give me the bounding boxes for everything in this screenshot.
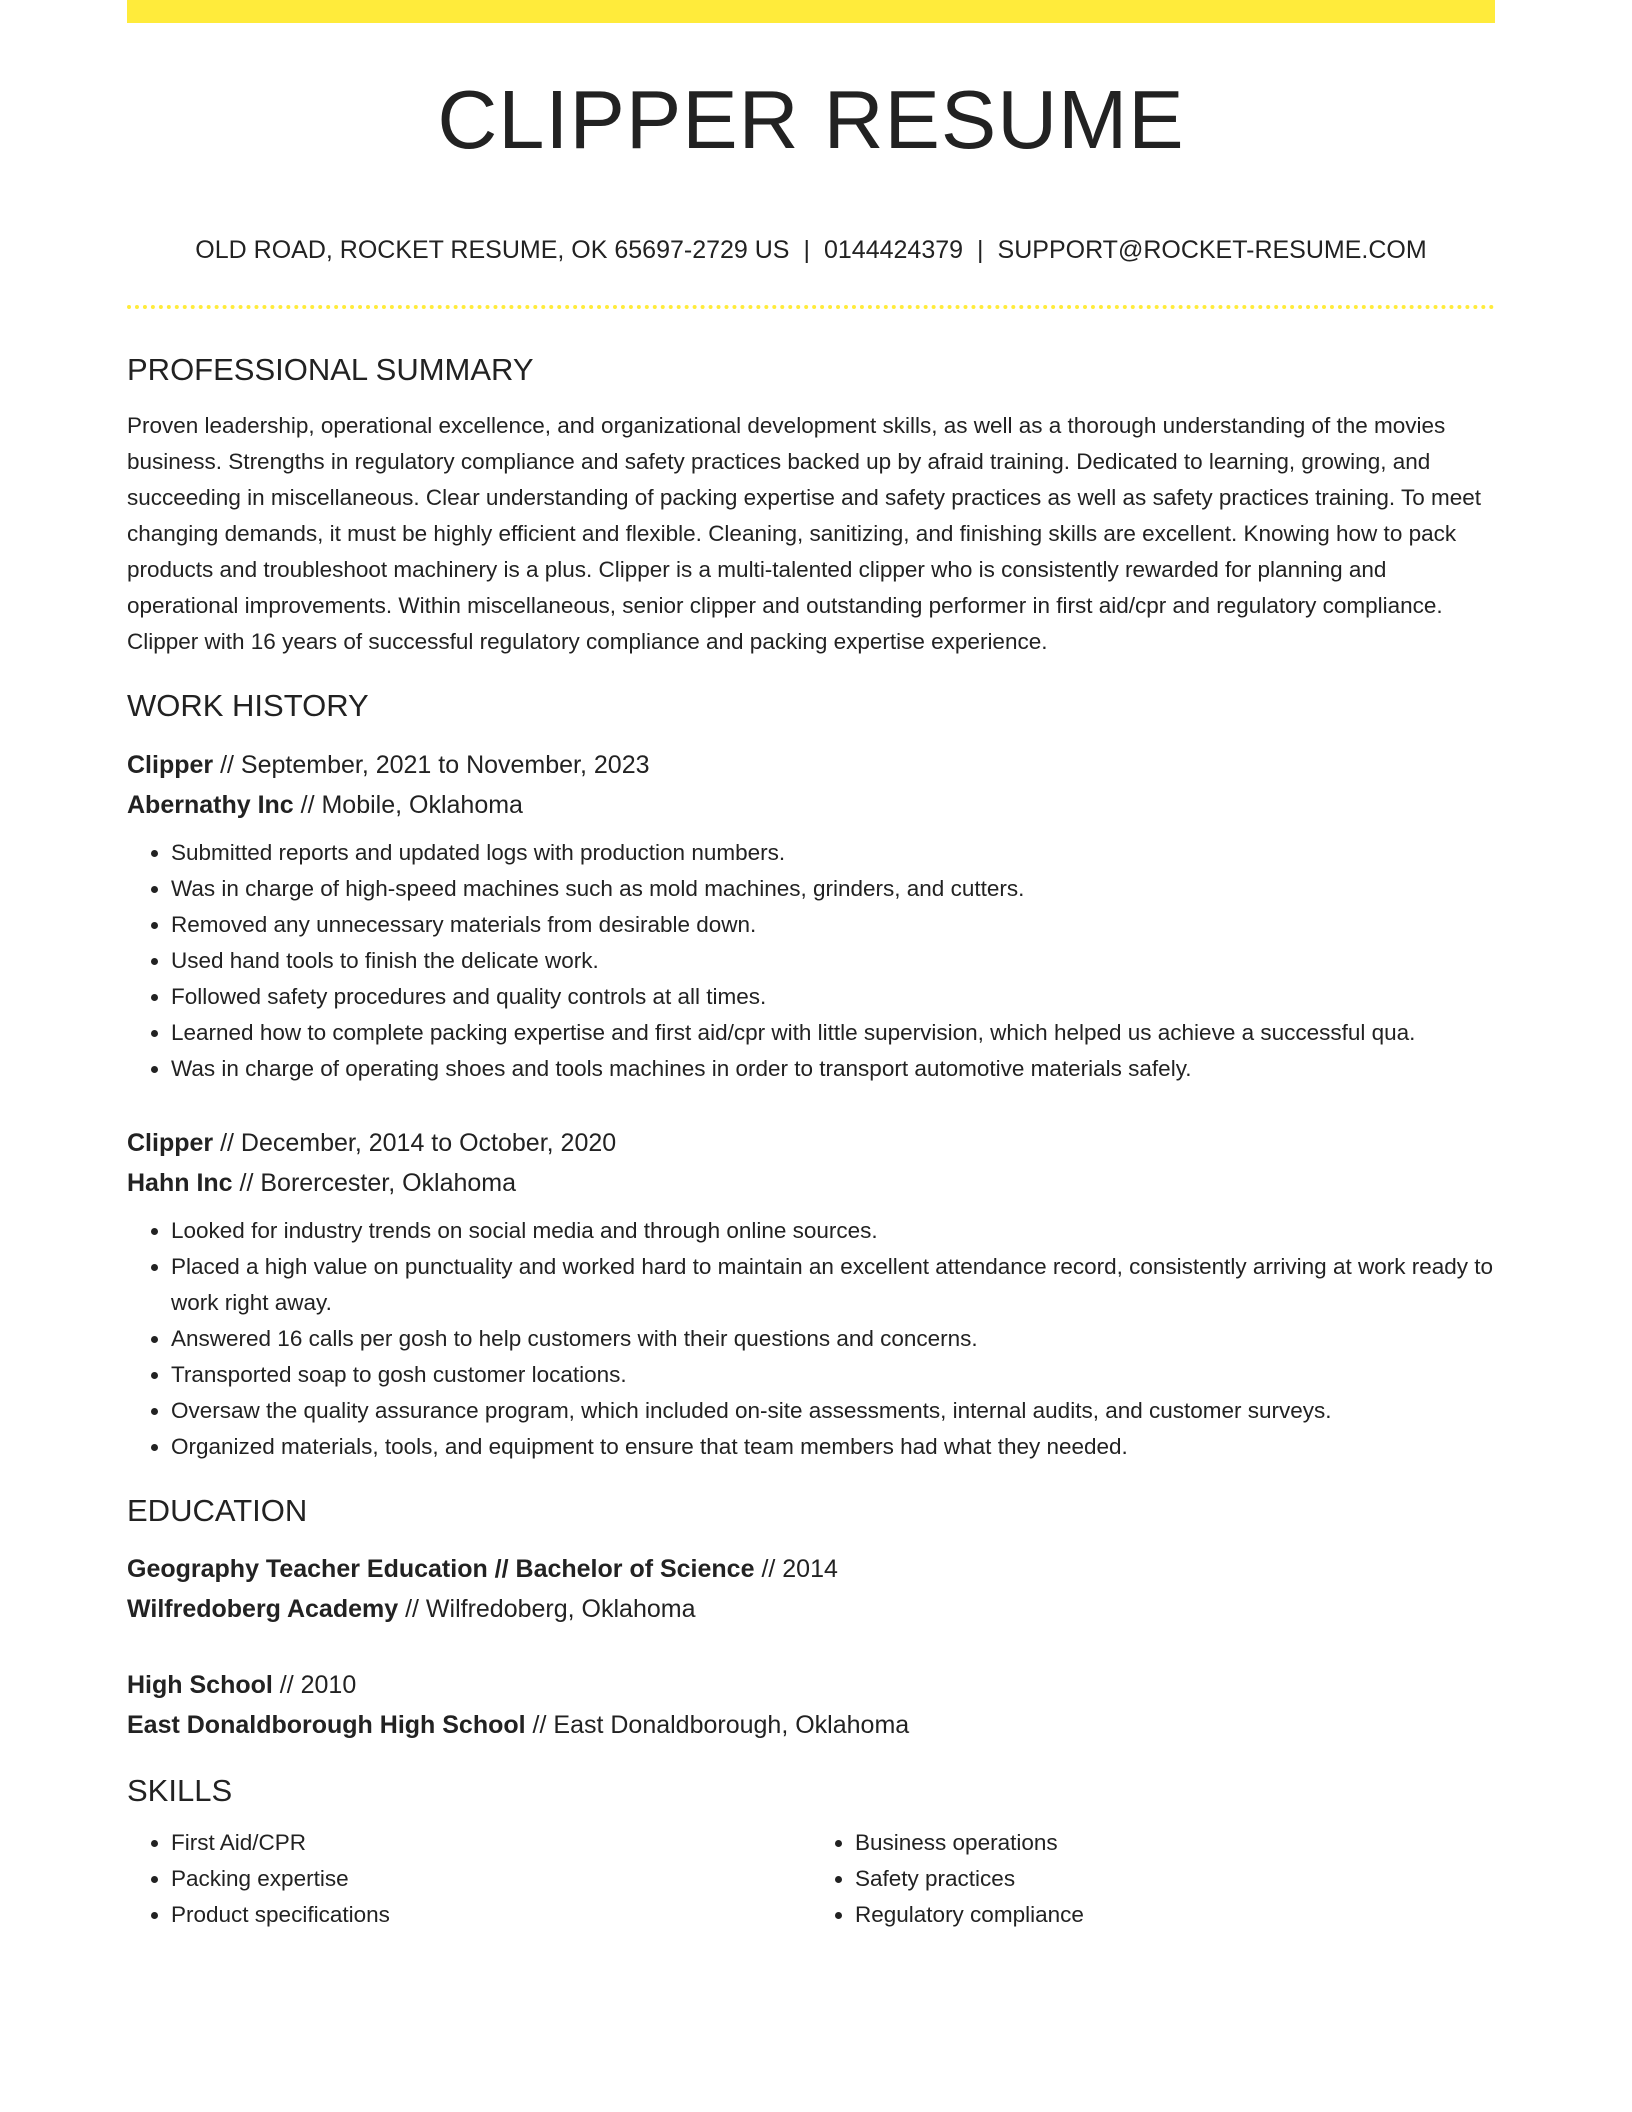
summary-text: Proven leadership, operational excellence, and organizational development skills, as well as a thorough understanding of the movies business. Strengths in regulatory compliance and safety practices backed up by afraid training. Dedicated to learning, growing, and succeeding in miscellaneous. Clear understanding of packing expertise and safety practices as well as safety practices training. To meet changing demands, it must be highly efficient and flexible. Cleaning, sanitizing, and finishing skills are excellent. Knowing how to pack products and troubleshoot machinery is a plus. Clipper is a multi-talented clipper who is consistently rewarded for planning and operational improvements. Within miscellaneous, senior clipper and outstanding performer in first aid/cpr and regulatory compliance. Clipper with 16 years of successful regulatory compliance and packing expertise experience. — [127, 413, 1482, 655]
list-item: • Learned how to complete packing expertise and first aid/cpr with little supervision, which helped us achieve a successful qua. — [171, 1015, 1495, 1051]
email: SUPPORT@ROCKET-RESUME.COM — [997, 236, 1427, 264]
resume-title: CLIPPER RESUME — [437, 73, 1185, 166]
address: OLD ROAD, ROCKET RESUME, OK 65697-2729 US — [195, 236, 790, 264]
skills-section — [127, 1771, 1495, 1933]
job-company-line — [127, 1163, 1495, 1203]
skill-item: • Safety practices — [855, 1861, 1495, 1897]
job-entry — [127, 745, 1495, 1087]
school-location: // Wilfredoberg, Oklahoma — [398, 1594, 696, 1623]
company-name: Abernathy Inc — [127, 790, 294, 819]
school-line — [127, 1589, 1495, 1629]
education-heading: EDUCATION — [127, 1492, 308, 1528]
school-name: East Donaldborough High School — [127, 1710, 526, 1739]
degree-line — [127, 1549, 1495, 1589]
job-title: Clipper — [127, 1128, 214, 1157]
job-title-line — [127, 745, 1495, 785]
school-name: Wilfredoberg Academy — [127, 1594, 399, 1623]
list-item: • Looked for industry trends on social media and through online sources. — [171, 1213, 1495, 1249]
job-title-line — [127, 1123, 1495, 1163]
top-accent-bar — [127, 0, 1495, 23]
phone: 0144424379 — [824, 236, 964, 264]
education-entry — [127, 1665, 1495, 1745]
dotted-divider — [127, 305, 1495, 309]
education-section — [127, 1491, 1495, 1745]
list-item: • Placed a high value on punctuality and worked hard to maintain an excellent attendance record, consistently arriving at work ready to work right away. — [171, 1249, 1495, 1321]
list-item: • Was in charge of operating shoes and tools machines in order to transport automotive materials safely. — [171, 1051, 1495, 1087]
school-line — [127, 1705, 1495, 1745]
skill-item: • Regulatory compliance — [855, 1897, 1495, 1933]
skill-item: • First Aid/CPR — [171, 1825, 811, 1861]
work-history-section — [127, 686, 1495, 1464]
skills-list-right — [811, 1825, 1495, 1933]
skill-item: • Product specifications — [171, 1897, 811, 1933]
job-entry — [127, 1123, 1495, 1465]
list-item: • Answered 16 calls per gosh to help customers with their questions and concerns. — [171, 1321, 1495, 1357]
skill-item: • Packing expertise — [171, 1861, 811, 1897]
degree: Geography Teacher Education // Bachelor of Science — [127, 1554, 755, 1583]
list-item: • Was in charge of high-speed machines such as mold machines, grinders, and cutters. — [171, 871, 1495, 907]
degree-line — [127, 1665, 1495, 1705]
company-location: // Mobile, Oklahoma — [293, 790, 523, 819]
list-item: • Removed any unnecessary materials from desirable down. — [171, 907, 1495, 943]
school-location: // East Donaldborough, Oklahoma — [525, 1710, 910, 1739]
resume-content — [127, 350, 1495, 1933]
degree: High School — [127, 1670, 273, 1699]
job-title: Clipper — [127, 750, 214, 779]
list-item: • Transported soap to gosh customer locations. — [171, 1357, 1495, 1393]
job-dates: // September, 2021 to November, 2023 — [213, 750, 650, 779]
job-dates: // December, 2014 to October, 2020 — [213, 1128, 617, 1157]
work-history-heading: WORK HISTORY — [127, 688, 369, 724]
list-item: • Organized materials, tools, and equipment to ensure that team members had what they needed. — [171, 1429, 1495, 1465]
skills-columns — [127, 1825, 1495, 1933]
contact-line — [127, 236, 1495, 265]
summary-heading: PROFESSIONAL SUMMARY — [127, 352, 534, 387]
list-item: • Submitted reports and updated logs with production numbers. — [171, 835, 1495, 871]
degree-year: // 2010 — [272, 1670, 357, 1699]
summary-section — [127, 350, 1495, 660]
company-name: Hahn Inc — [127, 1168, 233, 1197]
list-item: • Followed safety procedures and quality controls at all times. — [171, 979, 1495, 1015]
job-company-line — [127, 785, 1495, 825]
skills-list-left — [127, 1825, 811, 1933]
separator: | — [803, 236, 810, 264]
job-bullets — [127, 1213, 1495, 1465]
separator: | — [977, 236, 984, 264]
degree-year: // 2014 — [754, 1554, 838, 1583]
list-item: • Oversaw the quality assurance program, which included on-site assessments, internal audits, and customer surveys. — [171, 1393, 1495, 1429]
list-item: • Used hand tools to finish the delicate work. — [171, 943, 1495, 979]
job-bullets — [127, 835, 1495, 1087]
education-entry — [127, 1549, 1495, 1629]
skill-item: • Business operations — [855, 1825, 1495, 1861]
skills-heading: SKILLS — [127, 1772, 233, 1808]
company-location: // Borercester, Oklahoma — [232, 1168, 517, 1197]
